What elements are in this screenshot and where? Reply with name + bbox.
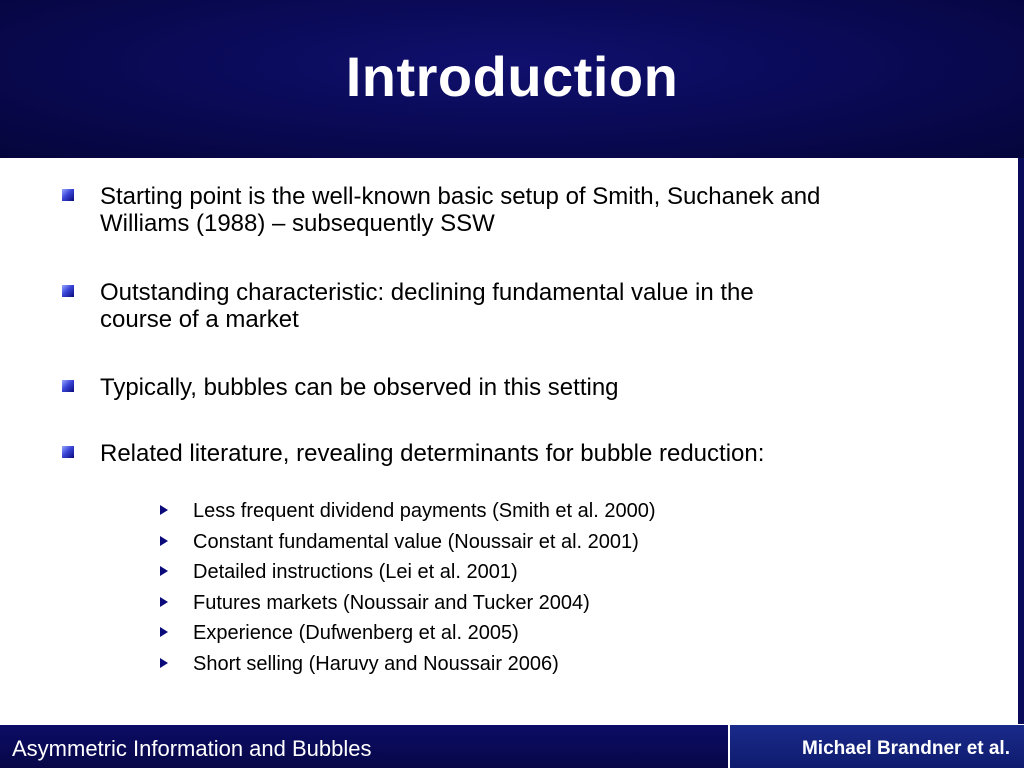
bullet-line: Outstanding characteristic: declining fundamental value in the	[100, 279, 754, 306]
bullet-line: course of a market	[100, 306, 299, 333]
slide-header	[0, 0, 1024, 158]
square-bullet-icon	[62, 446, 74, 458]
footer-author	[730, 725, 1024, 768]
sub-bullet-text: Detailed instructions (Lei et al. 2001)	[193, 561, 518, 583]
sub-bullet-text: Constant fundamental value (Noussair et al. 2001)	[193, 531, 639, 553]
right-border-bar	[1016, 158, 1024, 724]
square-bullet-icon	[62, 189, 74, 201]
bullet-text	[100, 374, 960, 401]
footer-left-text: Asymmetric Information and Bubbles	[12, 736, 372, 761]
sub-bullet-text: Less frequent dividend payments (Smith et al. 2000)	[193, 500, 656, 522]
bullet-line: Related literature, revealing determinants for bubble reduction:	[100, 440, 765, 467]
footer-right-text: Michael Brandner et al.	[801, 738, 1010, 759]
triangle-bullet-icon	[160, 536, 168, 546]
bullet-line: Williams (1988) – subsequently SSW	[100, 210, 495, 237]
slide-title: Introduction	[345, 45, 679, 108]
triangle-bullet-icon	[160, 627, 168, 637]
bullet-line: Starting point is the well-known basic setup of Smith, Suchanek and	[100, 183, 821, 210]
square-bullet-icon	[62, 285, 74, 297]
footer-presentation-title	[0, 725, 728, 768]
bullet-text	[100, 440, 960, 467]
sub-bullet-text: Futures markets (Noussair and Tucker 2004)	[193, 592, 590, 614]
triangle-bullet-icon	[160, 566, 168, 576]
bullet-line: Typically, bubbles can be observed in this setting	[100, 374, 619, 401]
triangle-bullet-icon	[160, 597, 168, 607]
triangle-bullet-icon	[160, 658, 168, 668]
bullet-text	[100, 279, 960, 333]
bullet-text	[100, 183, 960, 237]
sub-bullet-text: Short selling (Haruvy and Noussair 2006)	[193, 653, 559, 675]
triangle-bullet-icon	[160, 505, 168, 515]
sub-bullet-text: Experience (Dufwenberg et al. 2005)	[193, 622, 519, 644]
square-bullet-icon	[62, 380, 74, 392]
